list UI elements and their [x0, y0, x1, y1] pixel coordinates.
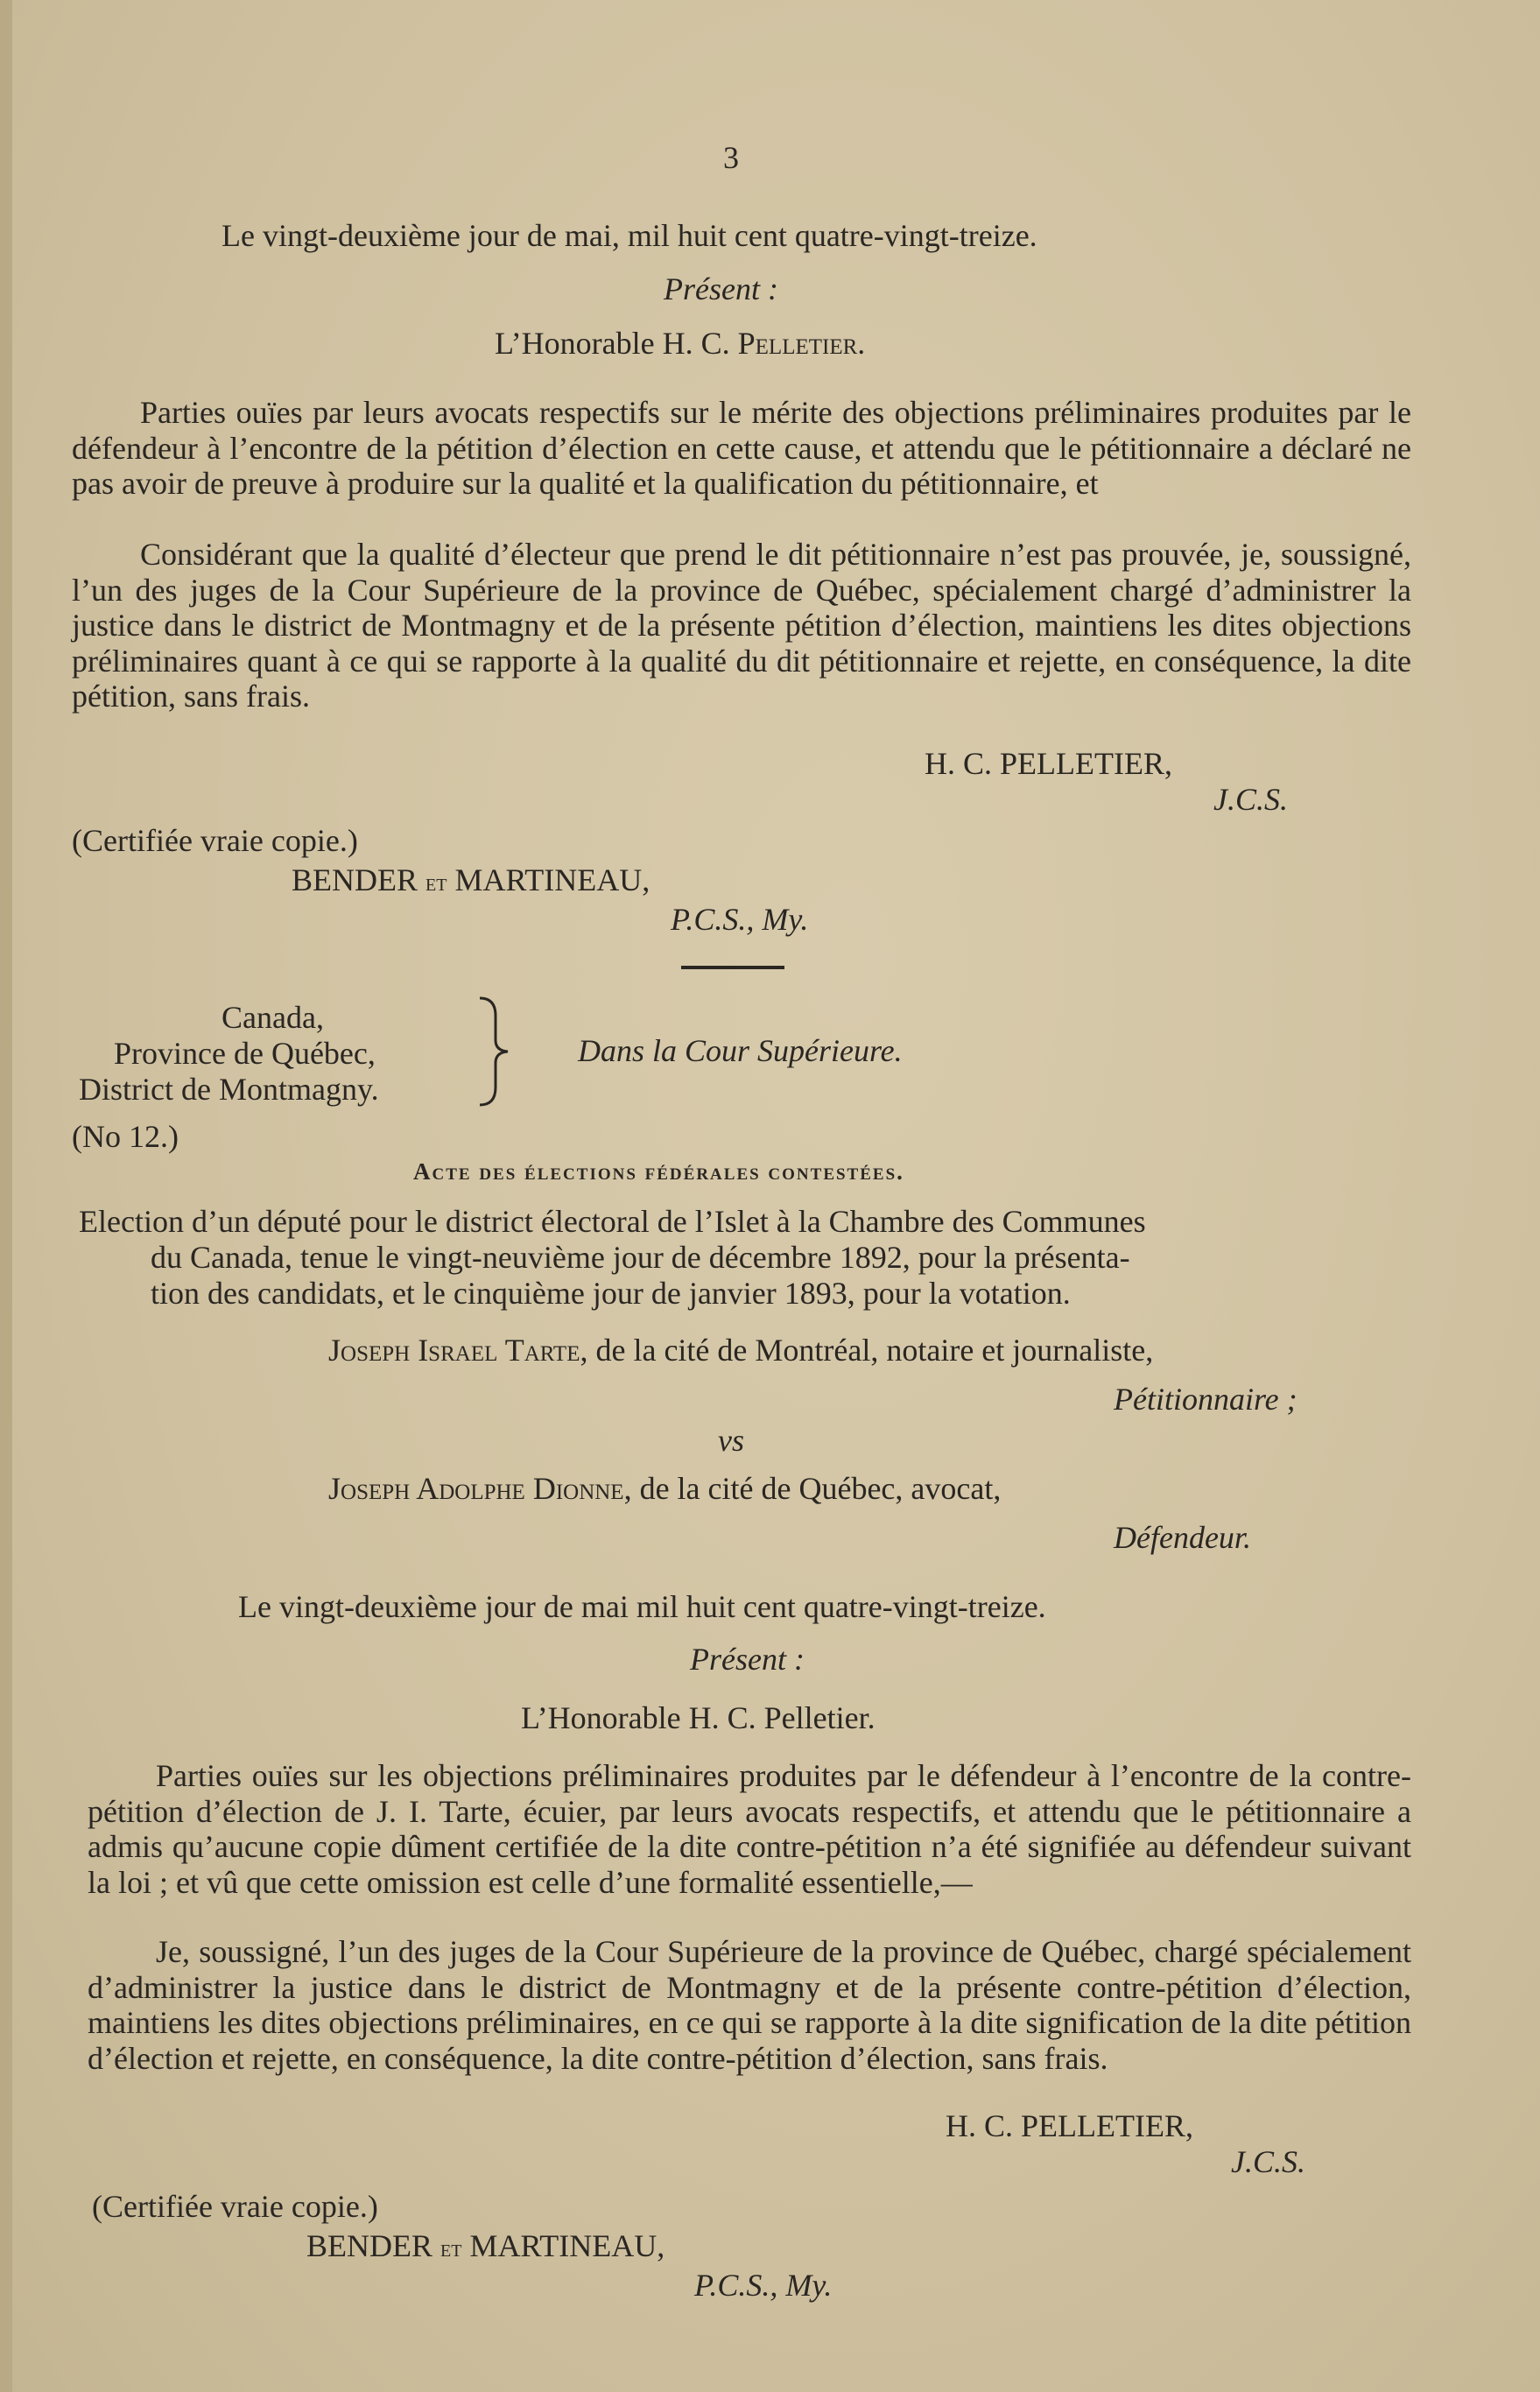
ruling1-certified: (Certifiée vraie copie.) — [72, 823, 358, 858]
caption-line-2: Province de Québec, — [114, 1036, 376, 1071]
section-divider — [681, 966, 784, 969]
petitioner-role: Pétitionnaire ; — [1114, 1382, 1297, 1417]
election-line-1: Election d’un député pour le district électoral de l’Islet à la Chambre des Communes — [79, 1204, 1146, 1239]
versus: vs — [718, 1423, 744, 1458]
ruling2-paragraph-1: Parties ouïes sur les objections préliminaires produites par le défendeur à l’encontre de la contre-pétition d’élection de J. I. Tarte, écuier, par leurs avocats respectifs, et attendu que le pétitionnaire a admis qu’aucune copie dûment certifiée de la dite contre-pétition n’a été signifiée au défendeur suivant la loi ; et vû que cette omission est celle d’une formalité essentielle,— — [88, 1758, 1411, 1900]
ruling2-signature: H. C. PELLETIER, — [946, 2108, 1193, 2143]
ruling1-present: Présent : — [664, 271, 778, 306]
page-edge — [0, 0, 12, 2392]
ruling1-firm-title: P.C.S., My. — [671, 902, 809, 937]
petitioner-line: Joseph Israel Tarte, de la cité de Montréal, notaire et journaliste, — [328, 1333, 1154, 1368]
ruling1-judge: L’Honorable H. C. Pelletier. — [495, 326, 866, 361]
caption-court: Dans la Cour Supérieure. — [578, 1033, 903, 1068]
respondent-line: Joseph Adolphe Dionne, de la cité de Québec, avocat, — [328, 1471, 1002, 1506]
ruling1-paragraph-2: Considérant que la qualité d’électeur que prend le dit pétitionnaire n’est pas prouvée, je, soussigné, l’un des juges de la Cour Supérieure de la province de Québec, spécialement chargé d’administrer la justice dans le district de Montmagny et de la présente pétition d’élection, maintiens les dites objections préliminaires quant à ce qui se rapporte à la qualité du dit pétitionnaire et rejette, en conséquence, la dite pétition, sans frais. — [72, 537, 1411, 714]
ruling2-signature-title: J.C.S. — [1231, 2144, 1305, 2179]
case-number: (No 12.) — [72, 1119, 179, 1154]
act-heading: Acte des élections fédérales contestées. — [413, 1158, 904, 1185]
election-line-3: tion des candidats, et le cinquième jour de janvier 1893, pour la votation. — [151, 1276, 1071, 1311]
ruling2-firm: BENDER et MARTINEAU, — [306, 2228, 665, 2263]
ruling2-firm-title: P.C.S., My. — [694, 2268, 833, 2303]
right-brace-icon — [473, 995, 517, 1108]
caption-line-1: Canada, — [222, 1000, 324, 1035]
ruling2-present: Présent : — [690, 1642, 805, 1677]
ruling1-date: Le vingt-deuxième jour de mai, mil huit cent quatre-vingt-treize. — [222, 218, 1037, 253]
ruling2-certified: (Certifiée vraie copie.) — [92, 2189, 378, 2224]
ruling1-signature-title: J.C.S. — [1213, 782, 1288, 817]
ruling1-paragraph-1: Parties ouïes par leurs avocats respectifs sur le mérite des objections préliminaires produites par le défendeur à l’encontre de la pétition d’élection en cette cause, et attendu que le pétitionnaire a déclaré ne pas avoir de preuve à produire sur la qualité et la qualification du pétitionnaire, et — [72, 395, 1411, 501]
ruling2-paragraph-2: Je, soussigné, l’un des juges de la Cour Supérieure de la province de Québec, chargé spécialement d’administrer la justice dans le district de Montmagny et de la présente contre-pétition d’élection, maintiens les dites objections préliminaires, en ce qui se rapporte à la dite signification de la dite pétition d’élection et rejette, en conséquence, la dite contre-pétition d’élection, sans frais. — [88, 1934, 1411, 2076]
page-number: 3 — [723, 140, 739, 175]
caption-line-3: District de Montmagny. — [79, 1072, 379, 1107]
ruling1-firm: BENDER et MARTINEAU, — [292, 862, 650, 897]
ruling2-judge: L’Honorable H. C. Pelletier. — [521, 1700, 875, 1735]
ruling1-signature: H. C. PELLETIER, — [925, 746, 1172, 781]
election-line-2: du Canada, tenue le vingt-neuvième jour de décembre 1892, pour la présenta- — [151, 1240, 1130, 1275]
ruling2-date: Le vingt-deuxième jour de mai mil huit cent quatre-vingt-treize. — [238, 1589, 1046, 1624]
respondent-role: Défendeur. — [1114, 1520, 1251, 1555]
